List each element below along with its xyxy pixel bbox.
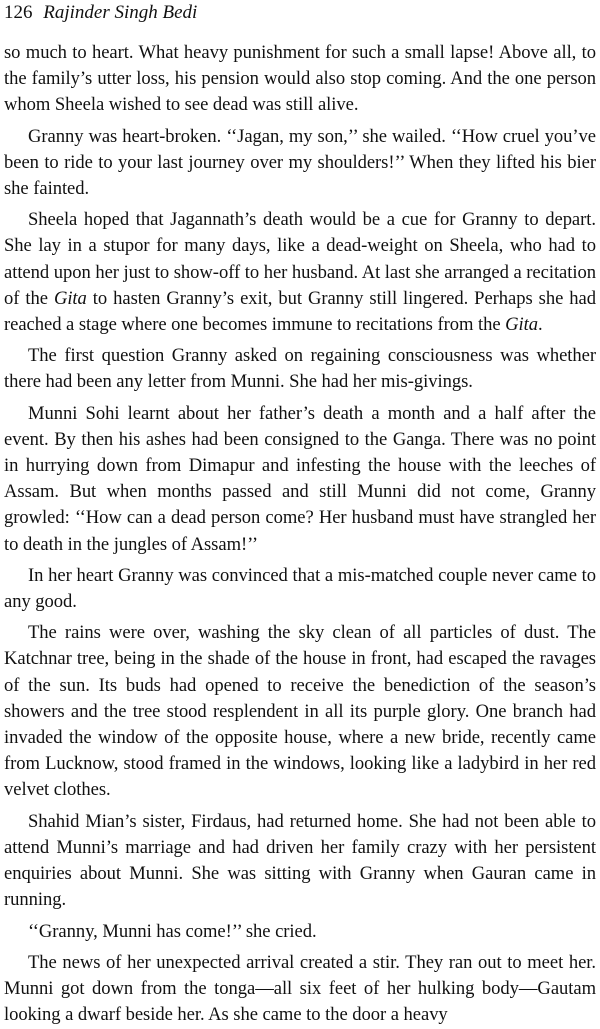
body-text xyxy=(4,40,596,1028)
paragraph: Granny was heart-broken. ‘‘Jagan, my son,’’ she wailed. ‘‘How cruel you’ve been to ride to your last journey over my shoulders!’’ When they lifted his bier she fainted. xyxy=(4,125,596,200)
paragraph-text: Sheela hoped that Jagannath’s death would be a cue for Granny to depart. She lay in a stupor for many days, like a dead-weight on Sheela, who had to attend upon her just to show-off to her husband. At last she arranged a recitation of the xyxy=(4,209,596,309)
paragraph: so much to heart. What heavy punishment for such a small lapse! Above all, to the family’s utter loss, his pension would also stop coming. And the one person whom Sheela wished to see dead was still alive. xyxy=(4,42,596,116)
paragraph-text: to hasten Granny’s exit, but Granny still lingered. Perhaps she had reached a stage where one becomes immune to recitations from the xyxy=(4,287,596,336)
paragraph: The news of her unexpected arrival created a stir. They ran out to meet her. Munni got down from the tonga—all six feet of her hulking body—Gautam looking a dwarf beside her. As she came to the door a heavy xyxy=(4,951,596,1026)
italic-title: Gita xyxy=(505,314,539,336)
paragraph: Munni Sohi learnt about her father’s death a month and a half after the event. By then his ashes had been consigned to the Ganga. There was no point in hurrying down from Dimapur and infesting the house with the leeches of Assam. But when months passed and still Munni did not come, Granny growled: ‘‘How can a dead person come? Her husband must have strangled her to death in the jungles of Assam!’’ xyxy=(4,402,596,555)
running-head xyxy=(4,0,596,40)
paragraph: Shahid Mian’s sister, Firdaus, had returned home. She had not been able to attend Munni’s marriage and had driven her family crazy with her persistent enquiries about Munni. She was sitting with Granny when Gauran came in running. xyxy=(4,810,596,911)
page-number: 126 xyxy=(4,2,33,23)
paragraph: The first question Granny asked on regaining consciousness was whether there had been any letter from Munni. She had her mis-givings. xyxy=(4,345,596,393)
paragraph: In her heart Granny was convinced that a mis-matched couple never came to any good. xyxy=(4,564,596,613)
italic-title: Gita xyxy=(53,287,87,309)
paragraph: ‘‘Granny, Munni has come!’’ she cried. xyxy=(28,920,317,942)
running-head-author: Rajinder Singh Bedi xyxy=(43,2,198,23)
paragraph xyxy=(4,207,596,338)
paragraph: The rains were over, washing the sky clean of all particles of dust. The Katchnar tree, being in the shade of the house in front, had escaped the ravages of the sun. Its buds had opened to receive the benediction of the season’s showers and the tree stood resplendent in all its purple glory. One branch had invaded the window of the opposite house, where a new bride, recently came from Lucknow, stood framed in the windows, looking like a ladybird in her red velvet clothes. xyxy=(4,622,596,801)
paragraph-text: . xyxy=(538,314,543,336)
